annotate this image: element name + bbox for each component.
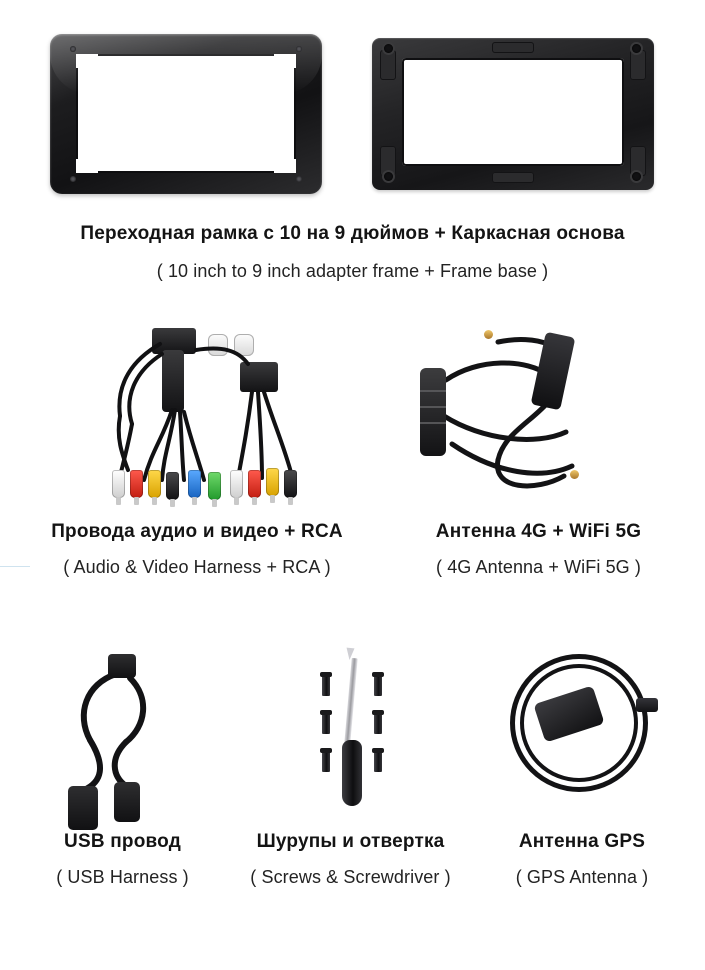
usb-female-port <box>114 782 140 822</box>
rca-plug-red <box>130 470 143 498</box>
antenna-connector-gold <box>570 470 579 479</box>
screws-caption-en: ( Screws & Screwdriver ) <box>250 866 451 887</box>
usb-female-port <box>68 786 98 830</box>
screws-caption-block <box>238 830 463 889</box>
rca-plug-white <box>112 470 125 498</box>
frame-base-screw-hole <box>632 44 641 53</box>
screw <box>322 714 330 734</box>
frame-base-tab <box>492 172 534 183</box>
frames-caption-block <box>0 222 705 283</box>
frames-image-row <box>0 28 705 198</box>
antenna-body-ring <box>420 406 446 408</box>
screws-screwdriver-column <box>238 640 463 887</box>
screws-screwdriver-image <box>238 640 463 825</box>
frame-screw-hole <box>296 46 302 52</box>
antenna-4g-caption-ru: Антенна 4G + WiFi 5G <box>435 521 642 542</box>
gps-caption-en: ( GPS Antenna ) <box>515 866 649 887</box>
frames-caption-en: ( 10 inch to 9 inch adapter frame + Frame base ) <box>156 260 549 281</box>
frame-base-tab <box>380 50 396 80</box>
audio-video-harness-image <box>12 320 382 515</box>
rca-plug-yellow <box>266 468 279 496</box>
frame-base-screw-hole <box>384 172 393 181</box>
rca-plug-blue <box>188 470 201 498</box>
gps-antenna-image <box>468 640 696 825</box>
usb-harness-column <box>10 640 235 887</box>
section-harness-antenna <box>0 320 705 600</box>
antenna-body-ring <box>420 422 446 424</box>
usb-caption-block <box>10 830 235 889</box>
screw <box>374 714 382 734</box>
usb-caption-ru: USB провод <box>64 831 181 852</box>
antenna-4g-body <box>420 368 446 456</box>
frame-notch-top-right <box>274 54 296 68</box>
frame-base-screw-hole <box>384 44 393 53</box>
gps-caption-ru: Антенна GPS <box>518 831 646 852</box>
frame-screw-hole <box>70 176 76 182</box>
antenna-4g-caption-en: ( 4G Antenna + WiFi 5G ) <box>436 556 641 577</box>
section-frames <box>0 0 705 300</box>
frame-base-screw-hole <box>632 172 641 181</box>
rca-plug-black <box>166 472 179 500</box>
rca-plug-black <box>284 470 297 498</box>
frame-notch-bottom-left <box>76 159 98 173</box>
frame-screw-hole <box>70 46 76 52</box>
frame-notch-top-left <box>76 54 98 68</box>
screw <box>374 752 382 772</box>
frame-base-tab <box>630 50 646 80</box>
rca-plug-red <box>248 470 261 498</box>
antenna-4g-column <box>386 320 691 577</box>
screw <box>322 752 330 772</box>
antenna-body-ring <box>420 390 446 392</box>
frame-screw-hole <box>296 176 302 182</box>
adapter-frame-glossy-image <box>50 34 322 194</box>
frame-base-tab <box>492 42 534 53</box>
screws-caption-ru: Шурупы и отвертка <box>256 831 445 852</box>
usb-caption-en: ( USB Harness ) <box>56 866 189 887</box>
antenna-4g-image <box>386 320 691 515</box>
screw <box>374 676 382 696</box>
gps-caption-block <box>468 830 696 889</box>
audio-video-harness-column <box>12 320 382 577</box>
rca-plug-yellow <box>148 470 161 498</box>
screw <box>322 676 330 696</box>
gps-antenna-column <box>468 640 696 887</box>
screwdriver-tip <box>345 648 354 661</box>
frame-notch-bottom-right <box>274 159 296 173</box>
rca-plug-white <box>230 470 243 498</box>
frame-base-matte-image <box>372 38 654 190</box>
frames-caption-ru: Переходная рамка с 10 на 9 дюймов + Каркасная основа <box>80 223 625 244</box>
usb-connector-head <box>108 654 136 678</box>
harness-caption-block <box>12 520 382 579</box>
harness-caption-ru: Провода аудио и видео + RCA <box>51 521 343 542</box>
harness-caption-en: ( Audio & Video Harness + RCA ) <box>63 556 331 577</box>
screwdriver-shaft <box>344 658 357 744</box>
gps-antenna-plug <box>636 698 658 712</box>
antenna-connector-gold <box>484 330 493 339</box>
section-accessories <box>0 640 705 940</box>
screwdriver-handle <box>342 740 362 806</box>
rca-plug-green <box>208 472 221 500</box>
usb-harness-image <box>10 640 235 825</box>
antenna-4g-caption-block <box>386 520 691 579</box>
decorative-edge-line <box>0 566 30 567</box>
